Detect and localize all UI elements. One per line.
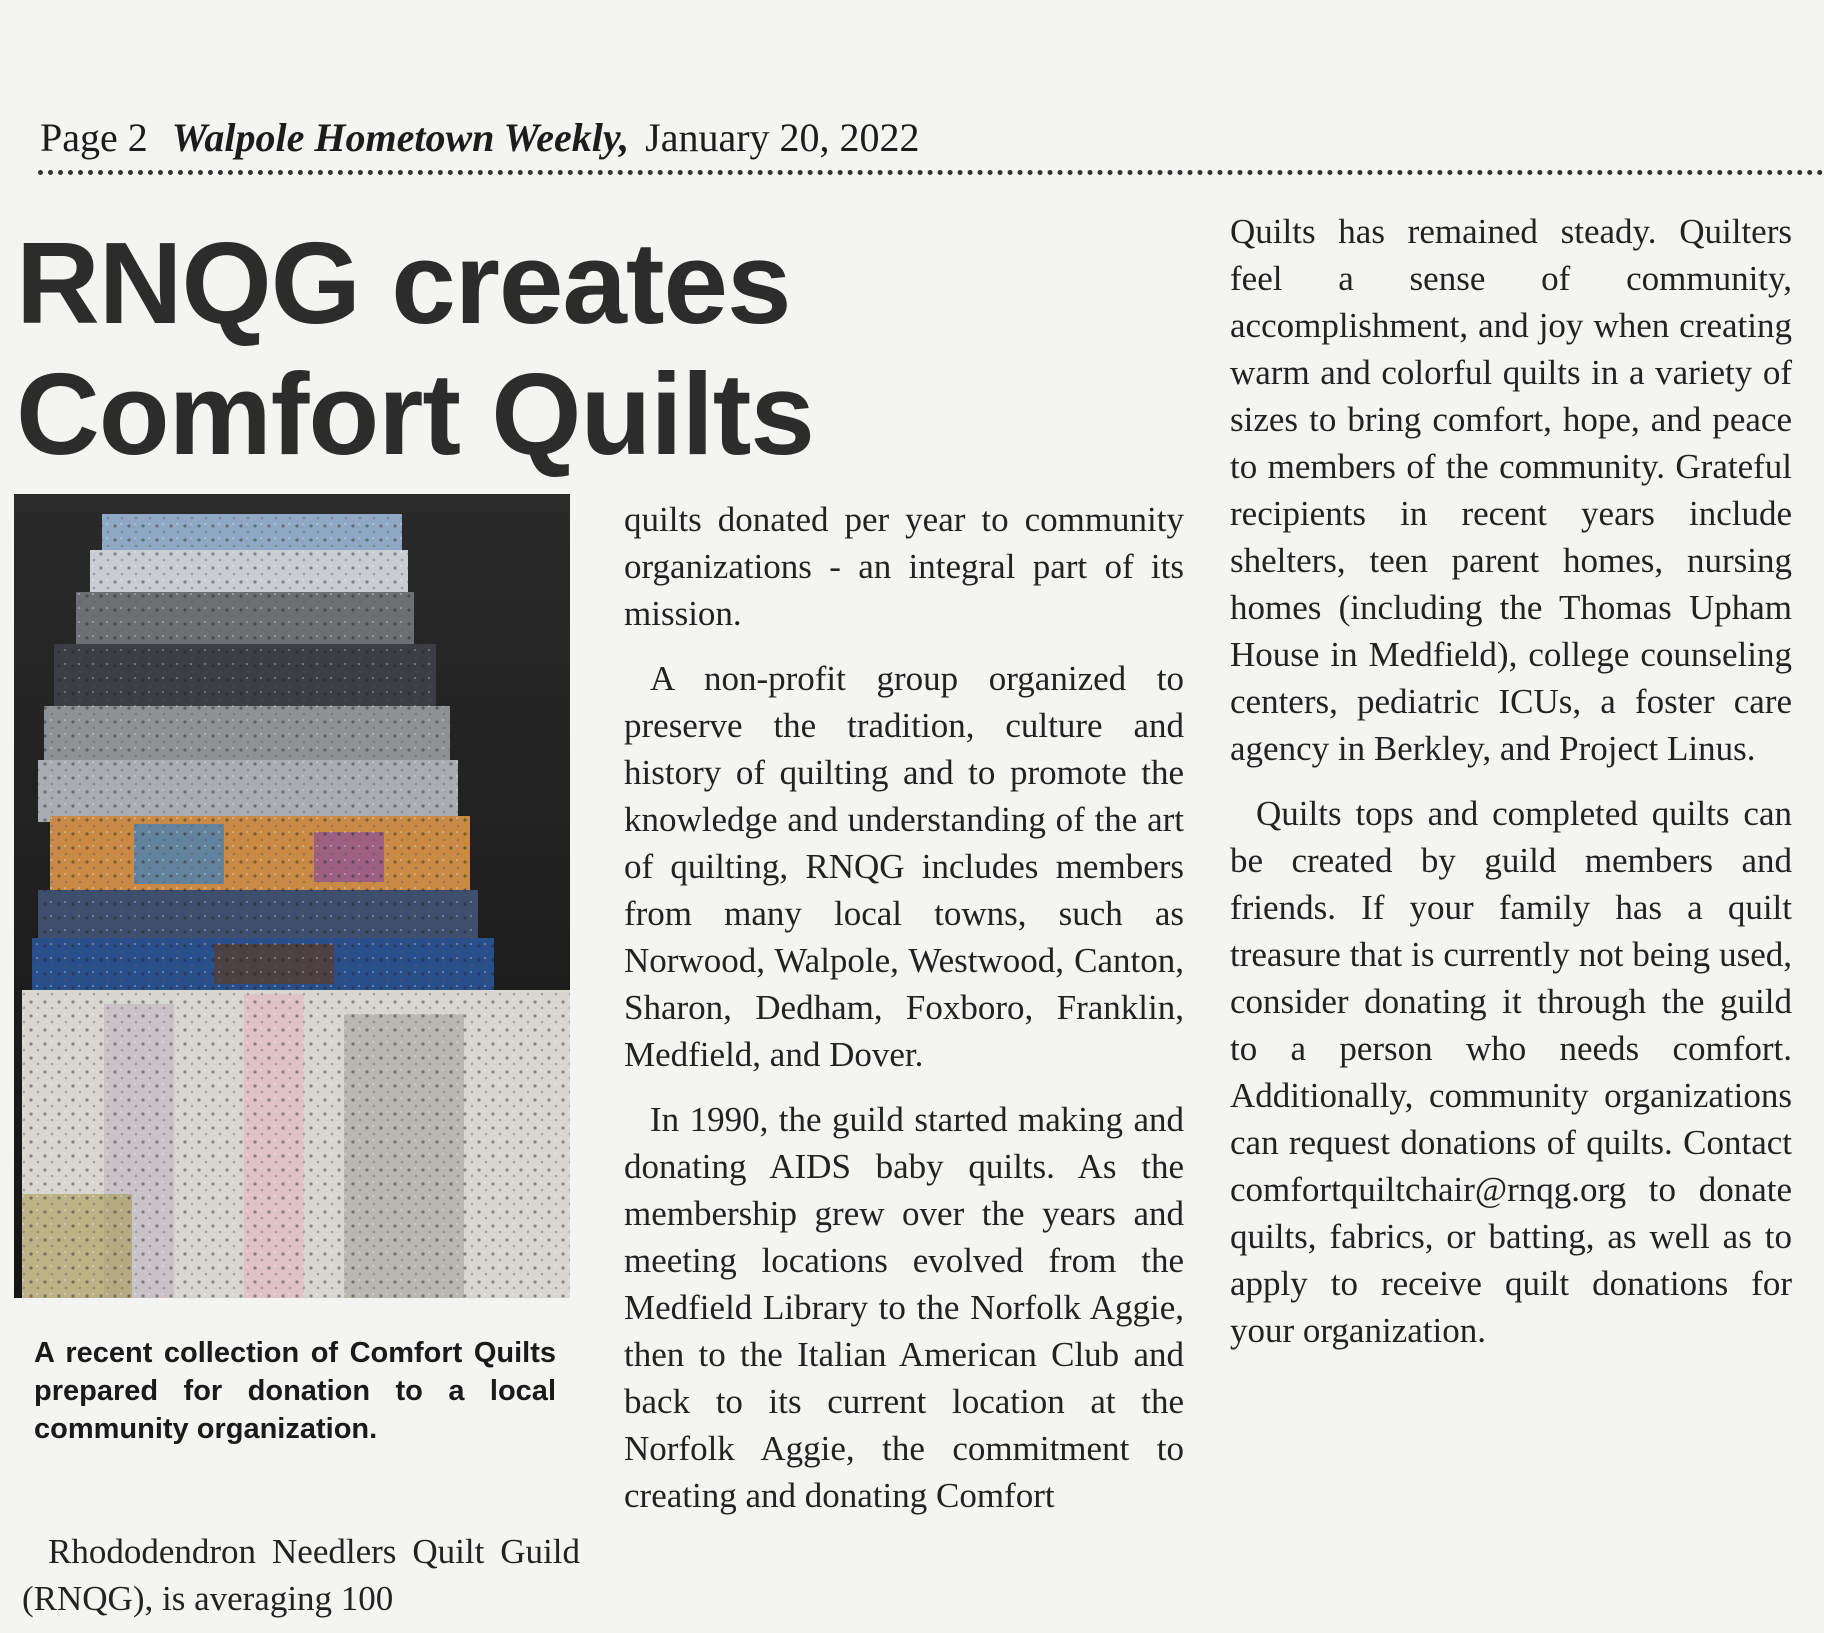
paragraph-donations: Quilts tops and completed quilts can be created by guild members and friends. If your family has a quilt treasure that is currently not being used, consider donating it through the guild to a person who needs comfort. Additionally, community organizations can request donations of quilts. Contact comfortquiltchair@rnqg.org to donate quilts, fabrics, or batting, as well as to apply to receive quilt donations for your organization. (1230, 794, 1792, 1350)
headline-line-1: RNQG creates (16, 218, 791, 348)
quilts-photo (14, 494, 570, 1298)
quilt-stack-image (14, 494, 570, 1298)
article-headline (16, 218, 1216, 480)
paragraph-intro: Rhododendron Needlers Quilt Guild (RNQG), is averaging 100 (22, 1532, 580, 1618)
paragraph-nonprofit: A non-profit group organized to preserve the tradition, culture and history of quilting and to promote the knowledge and understanding of the art of quilting, RNQG includes members from many local towns, such as Norwood, Walpole, Westwood, Canton, Sharon, Dedham, Foxboro, Franklin, Medfield, and Dover. (624, 659, 1184, 1074)
publication-name: Walpole Hometown Weekly, (171, 115, 630, 160)
paragraph-continued: quilts donated per year to community organizations - an integral part of its mission. (624, 500, 1184, 633)
page-number: Page 2 (40, 115, 148, 160)
headline-line-2: Comfort Quilts (16, 349, 814, 479)
issue-date: January 20, 2022 (645, 115, 920, 160)
photo-caption: A recent collection of Comfort Quilts prepared for donation to a local community organization. (34, 1337, 556, 1445)
article-column-1 (22, 1528, 580, 1622)
paragraph-recipients: Quilts has remained steady. Quilters feel a sense of community, accomplishment, and joy when creating warm and colorful quilts in a variety of sizes to bring comfort, hope, and peace to members of the community. Grateful recipients in recent years include shelters, teen parent homes, nursing homes (including the Thomas Upham House in Medfield), college counseling centers, pediatric ICUs, a foster care agency in Berkley, and Project Linus. (1230, 212, 1792, 768)
paragraph-history: In 1990, the guild started making and donating AIDS baby quilts. As the membership grew over the years and meeting locations evolved from the Medfield Library to the Norfolk Aggie, then to the Italian American Club and back to its current location at the Norfolk Aggie, the commitment to creating and donating Comfort (624, 1100, 1184, 1515)
page-header (40, 112, 1800, 164)
article-column-2 (624, 496, 1184, 1519)
article-column-3 (1230, 208, 1792, 1354)
header-divider (38, 170, 1824, 175)
